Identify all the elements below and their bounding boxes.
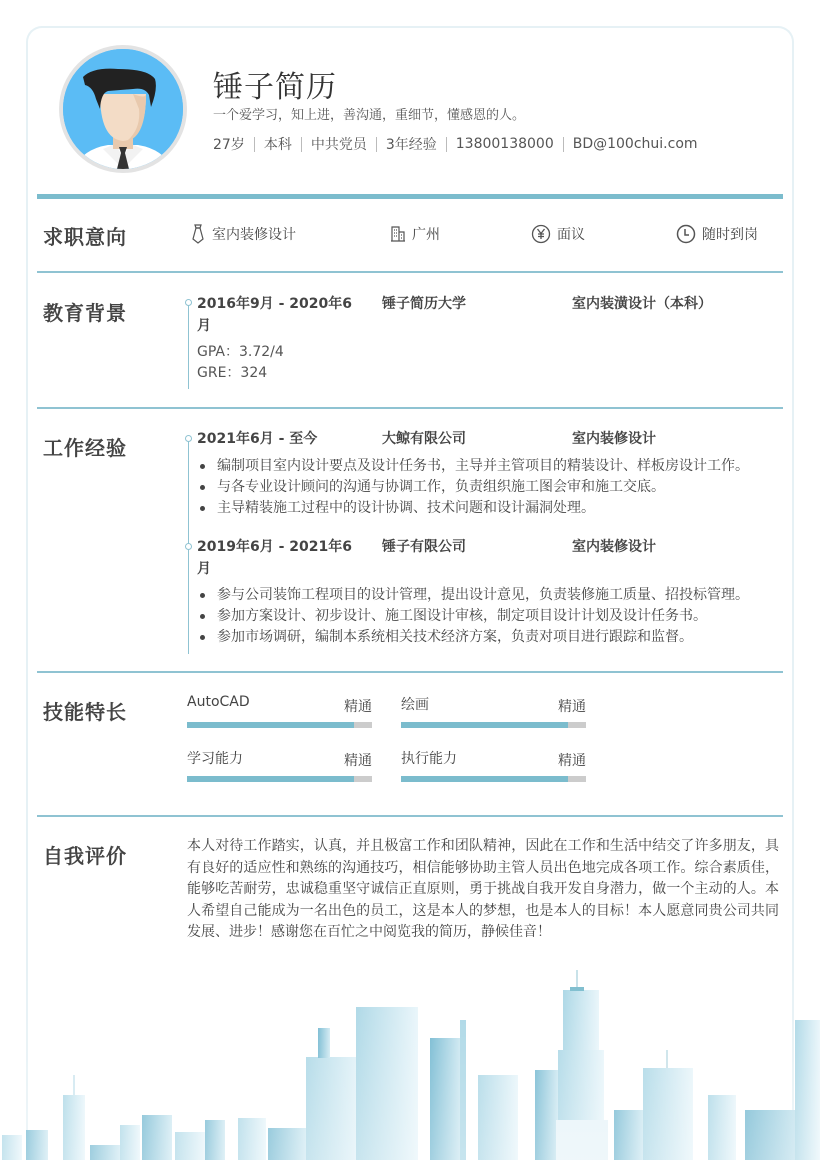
- work-duties-list: [197, 585, 749, 648]
- skill-name: 学习能力: [187, 751, 243, 767]
- city-skyline-illustration-icon: [0, 960, 820, 1160]
- political-status: 中共党员: [310, 137, 367, 153]
- list-item: 参加市场调研，编制本系统相关技术经济方案，负责对项目进行跟踪和监督。: [197, 627, 749, 648]
- section-divider: [37, 815, 783, 817]
- separator: [446, 137, 447, 152]
- timeline-line: [188, 305, 189, 389]
- timeline-dot: [185, 543, 192, 550]
- section-divider: [37, 407, 783, 409]
- degree: 本科: [263, 137, 292, 153]
- section-title-skills: 技能特长: [43, 700, 127, 724]
- personal-info-row: [213, 134, 698, 154]
- list-item: 编制项目室内设计要点及设计任务书，主导并主管项目的精装设计、样板房设计工作。: [197, 456, 749, 477]
- phone: 13800138000: [455, 136, 554, 152]
- skill-level: 精通: [558, 699, 586, 715]
- avatar-illustration-icon: [63, 49, 183, 169]
- skill-bar-fill: [401, 722, 568, 728]
- work-date: 2019年6月 - 2021年6 月: [197, 539, 352, 577]
- avatar: [59, 45, 187, 173]
- work-duties-list: [197, 456, 749, 519]
- timeline-dot: [185, 435, 192, 442]
- skill-item: [187, 694, 372, 734]
- work-company: 锤子有限公司: [382, 539, 466, 555]
- clock-icon: [676, 224, 696, 244]
- separator: [301, 137, 302, 152]
- separator: [376, 137, 377, 152]
- list-item: 主导精装施工过程中的设计协调、技术问题和设计漏洞处理。: [197, 498, 749, 519]
- intention-salary: [531, 224, 585, 244]
- list-item: 参与公司装饰工程项目的设计管理，提出设计意见，负责装修施工质量、招投标管理。: [197, 585, 749, 606]
- education-gre: GRE：324: [197, 365, 268, 381]
- skill-name: AutoCAD: [187, 694, 250, 710]
- education-major: 室内装潢设计（本科）: [572, 296, 712, 312]
- skill-bar-fill: [187, 776, 354, 782]
- experience-years: 3年经验: [385, 137, 437, 153]
- building-icon: [390, 226, 406, 242]
- intention-salary-label: 面议: [557, 227, 585, 243]
- motto: 一个爱学习，知上进，善沟通，重细节，懂感恩的人。: [213, 108, 526, 123]
- intention-city: [390, 224, 440, 244]
- work-date: 2021年6月 - 至今: [197, 431, 318, 447]
- separator: [254, 137, 255, 152]
- tie-icon: [190, 224, 206, 244]
- skill-item: [401, 748, 586, 788]
- skill-bar-fill: [187, 722, 354, 728]
- skill-bar: [401, 776, 586, 782]
- education-school: 锤子简历大学: [382, 296, 466, 312]
- skill-level: 精通: [558, 753, 586, 769]
- list-item: 参加方案设计、初步设计、施工图设计审核，制定项目设计计划及设计任务书。: [197, 606, 749, 627]
- intention-position: [190, 224, 296, 244]
- section-title-education: 教育背景: [43, 301, 127, 325]
- yen-icon: [531, 224, 551, 244]
- section-title-intention: 求职意向: [43, 225, 127, 249]
- work-role: 室内装修设计: [572, 431, 656, 447]
- education-gpa: GPA：3.72/4: [197, 344, 284, 360]
- skill-item: [187, 748, 372, 788]
- intention-availability: [676, 224, 758, 244]
- age: 27岁: [213, 137, 245, 153]
- list-item: 与各专业设计顾问的沟通与协调工作，负责组织施工图会审和施工交底。: [197, 477, 749, 498]
- skill-bar: [187, 776, 372, 782]
- section-title-self-evaluation: 自我评价: [43, 844, 127, 868]
- resume-title: 锤子简历: [213, 70, 337, 105]
- skill-bar: [401, 722, 586, 728]
- email: BD@100chui.com: [572, 136, 698, 152]
- section-divider: [37, 671, 783, 673]
- self-evaluation-text: 本人对待工作踏实，认真，并且极富工作和团队精神，因此在工作和生活中结交了许多朋友，具有良好的适应性和熟练的沟通技巧，相信能够协助主管人员出色地完成各项工作。综合素质佳，能够吃苦耐劳，忠诚稳重坚守诚信正直原则，勇于挑战自我开发自身潜力，做一个主动的人。本人希望自己能成为一名出色的员工，这是本人的梦想，也是本人的目标！本人愿意同贵公司共同发展、进步！感谢您在百忙之中阅览我的简历，静候佳音！: [187, 838, 779, 940]
- skill-name: 绘画: [401, 697, 429, 713]
- intention-availability-label: 随时到岗: [702, 227, 758, 243]
- skill-bar-fill: [401, 776, 568, 782]
- skill-level: 精通: [344, 753, 372, 769]
- skill-level: 精通: [344, 699, 372, 715]
- work-company: 大鲸有限公司: [382, 431, 466, 447]
- skill-bar: [187, 722, 372, 728]
- separator: [563, 137, 564, 152]
- timeline-dot: [185, 299, 192, 306]
- skill-name: 执行能力: [401, 751, 457, 767]
- section-divider: [37, 271, 783, 273]
- section-title-work: 工作经验: [43, 436, 127, 460]
- intention-position-label: 室内装修设计: [212, 227, 296, 243]
- education-date: 2016年9月 - 2020年6 月: [197, 296, 352, 334]
- skill-item: [401, 694, 586, 734]
- header-bar: [37, 194, 783, 199]
- work-role: 室内装修设计: [572, 539, 656, 555]
- intention-city-label: 广州: [412, 227, 440, 243]
